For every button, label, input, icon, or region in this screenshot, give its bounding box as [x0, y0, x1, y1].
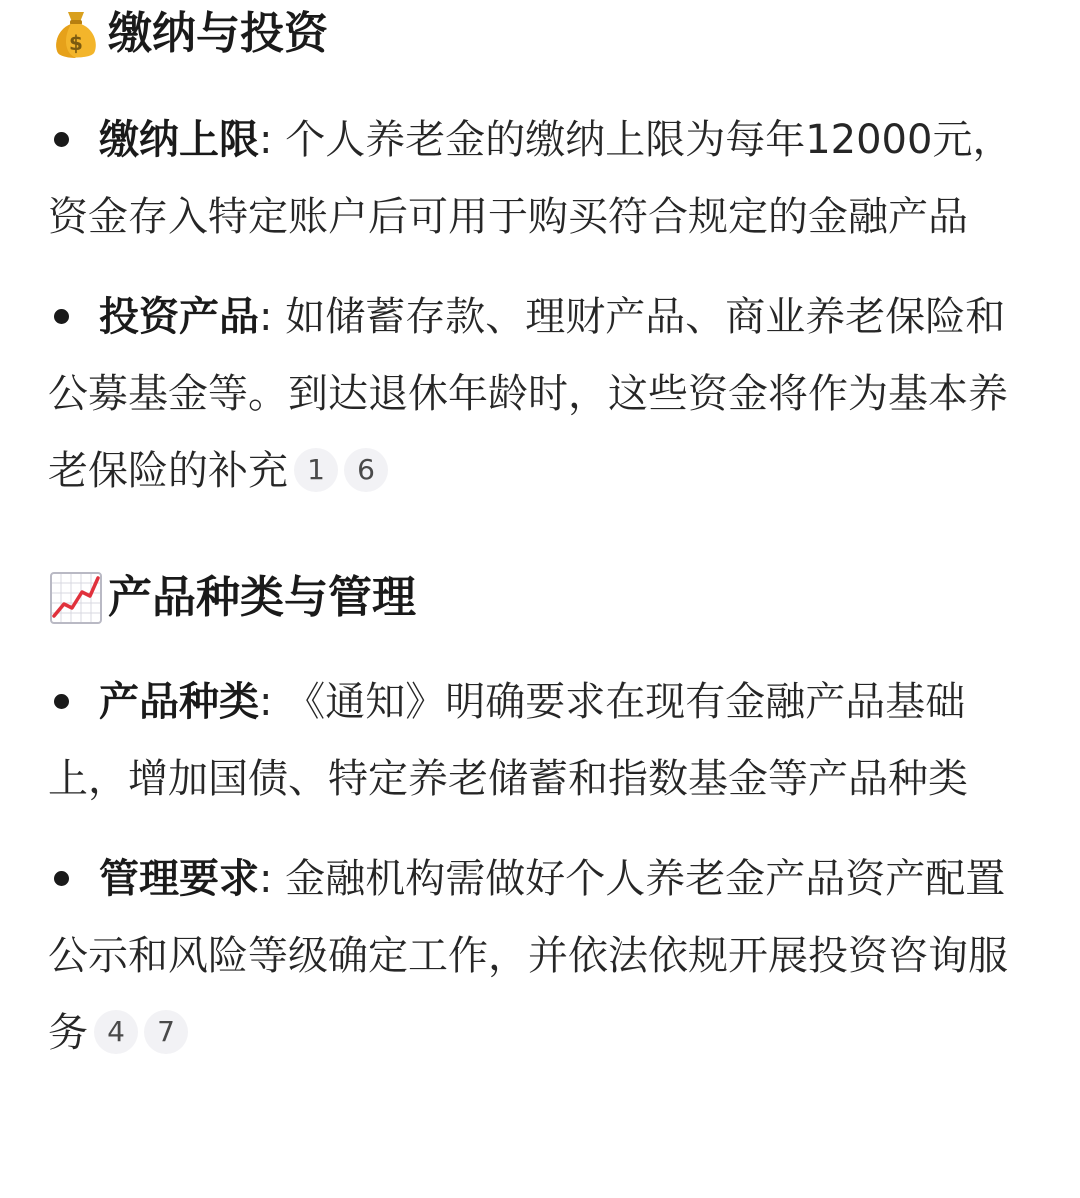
item-separator: : [259, 856, 286, 902]
bullet-icon [54, 871, 69, 886]
chart-increasing-icon [48, 570, 104, 626]
citation-badge[interactable]: 4 [94, 1010, 138, 1054]
item-term: 管理要求 [99, 856, 259, 902]
item-text: 如储蓄存款、理财产品、商业养老保险和公募基金等。到达退休年龄时，这些资金将作为基本养老保险的补充 [48, 294, 1008, 494]
answer-content [48, 0, 1023, 1095]
item-separator: : [259, 117, 286, 163]
money-bag-icon [48, 6, 104, 62]
list-item [48, 279, 1023, 510]
item-text: 个人养老金的缴纳上限为每年12000元，资金存入特定账户后可用于购买符合规定的金融产品 [48, 117, 1013, 240]
bullet-icon [54, 132, 69, 147]
citation-badge[interactable]: 1 [294, 448, 338, 492]
item-term: 投资产品 [99, 294, 259, 340]
item-separator: : [259, 294, 286, 340]
section-heading-payment-investment [48, 4, 1023, 64]
svg-text:$: $ [69, 31, 83, 55]
list-item [48, 664, 1023, 818]
item-term: 产品种类 [99, 679, 259, 725]
item-text: 《通知》明确要求在现有金融产品基础上，增加国债、特定养老储蓄和指数基金等产品种类 [48, 679, 968, 802]
section-heading-products-management [48, 568, 1023, 628]
bullet-list [48, 102, 1023, 510]
bullet-icon [54, 694, 69, 709]
list-item [48, 102, 1023, 256]
section-title: 缴纳与投资 [108, 8, 328, 59]
item-text: 金融机构需做好个人养老金产品资产配置公示和风险等级确定工作，并依法依规开展投资咨询服务 [48, 856, 1008, 1056]
list-item [48, 841, 1023, 1072]
section-title: 产品种类与管理 [108, 572, 416, 623]
citation-badge[interactable]: 6 [344, 448, 388, 492]
citation-badge[interactable]: 7 [144, 1010, 188, 1054]
item-term: 缴纳上限 [99, 117, 259, 163]
bullet-icon [54, 309, 69, 324]
bullet-list [48, 664, 1023, 1072]
item-separator: : [259, 679, 286, 725]
